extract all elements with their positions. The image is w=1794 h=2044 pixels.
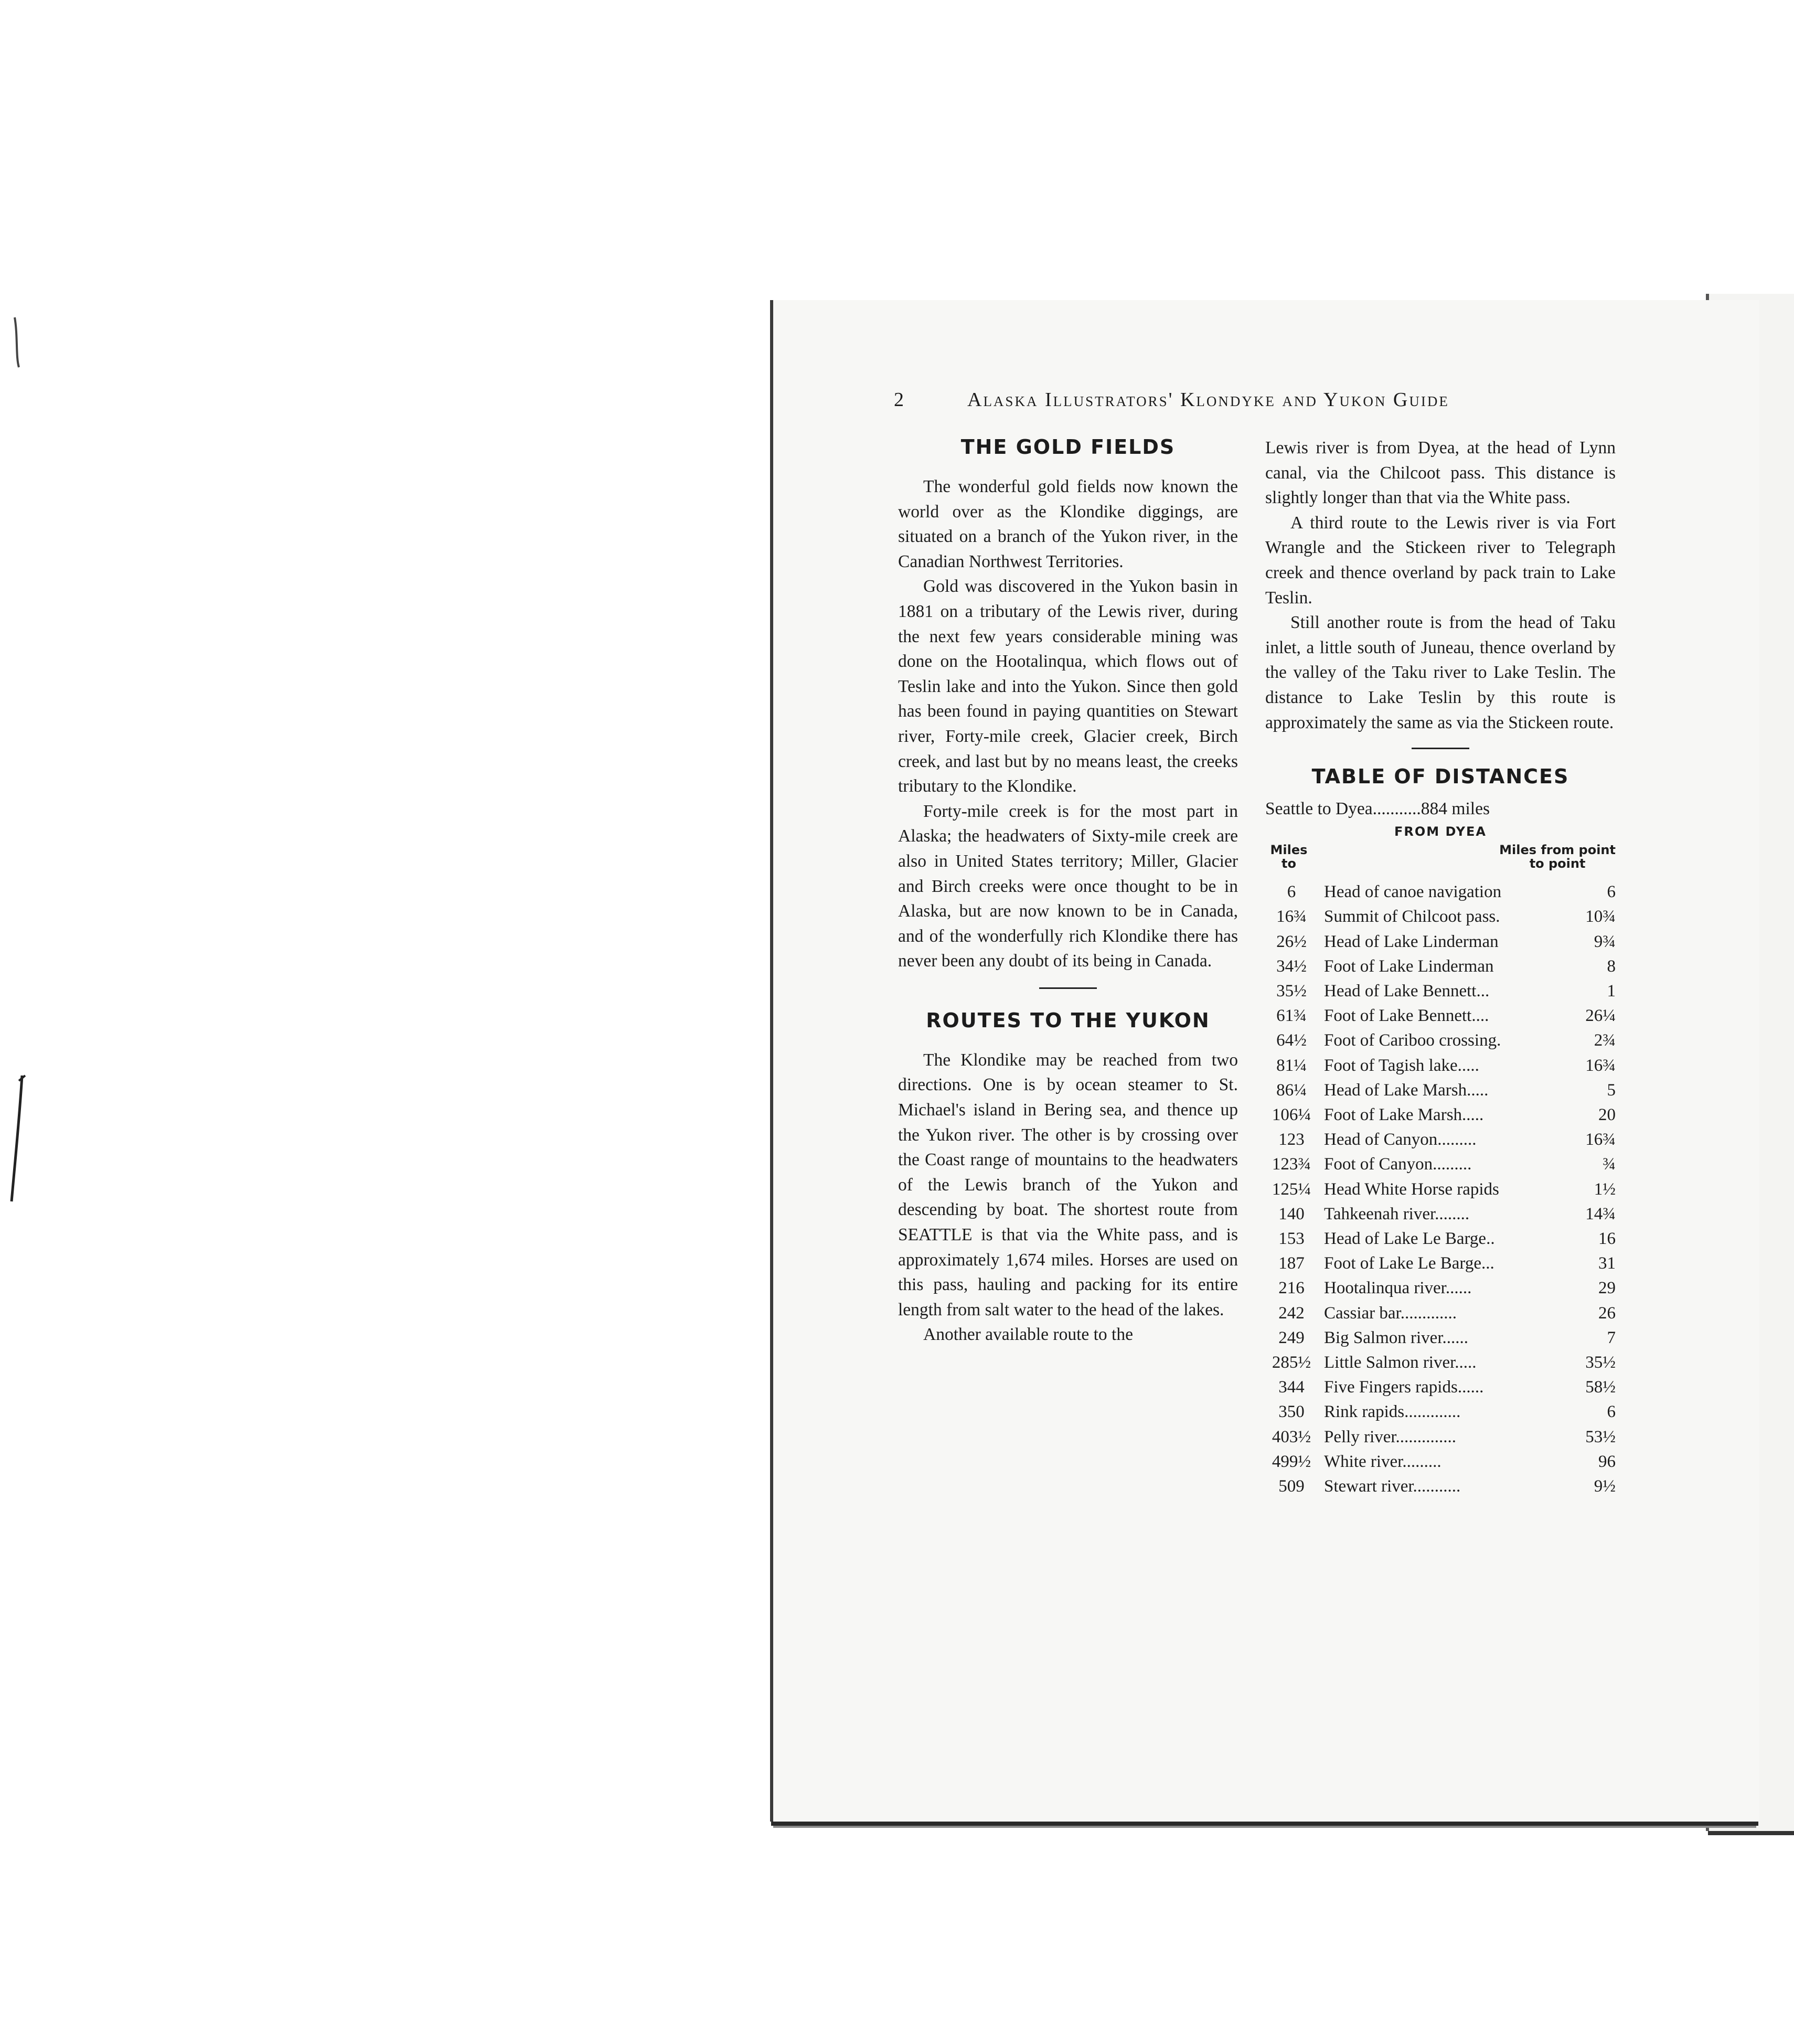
- table-row: [1265, 979, 1616, 1004]
- scan-edge-marks: [0, 0, 105, 2044]
- place-name: Foot of Lake Marsh.....: [1324, 1105, 1484, 1124]
- cumulative-miles: 26½: [1276, 932, 1307, 951]
- place-name: Pelly river..............: [1324, 1427, 1457, 1446]
- table-row: [1265, 1152, 1616, 1177]
- cumulative-miles: 140: [1278, 1204, 1305, 1223]
- table-row: [1265, 1202, 1616, 1227]
- cumulative-miles: 86¼: [1276, 1080, 1307, 1100]
- segment-miles: 7: [1607, 1328, 1616, 1347]
- segment-miles: 53½: [1585, 1427, 1616, 1446]
- miles-to-header: Miles to: [1270, 843, 1308, 871]
- place-name: Foot of Cariboo crossing.: [1324, 1031, 1501, 1050]
- segment-miles: 9½: [1594, 1477, 1616, 1496]
- distances-heading: TABLE OF DISTANCES: [1311, 765, 1569, 789]
- table-row: [1265, 1028, 1616, 1053]
- segment-miles: 16¾: [1585, 1130, 1616, 1149]
- page-number: 2: [894, 389, 905, 411]
- cumulative-miles: 35½: [1276, 981, 1307, 1000]
- segment-miles: 20: [1598, 1105, 1616, 1124]
- table-row: [1265, 1450, 1616, 1474]
- place-name: Summit of Chilcoot pass.: [1324, 907, 1500, 927]
- segment-miles: 26: [1598, 1303, 1616, 1323]
- from-dyea-subheading: FROM DYEA: [1394, 824, 1487, 839]
- segment-miles: 16¾: [1585, 1056, 1616, 1075]
- section-divider: [1412, 748, 1469, 749]
- gold-fields-paragraph: The wonderful gold fields now known the world over as the Klondike diggings, are situated on a branch of the Yukon river, in the Canadian Northwest Territories.: [898, 477, 1238, 571]
- cumulative-miles: 285½: [1272, 1353, 1311, 1372]
- distance-table: [1265, 880, 1616, 1499]
- cumulative-miles: 344: [1278, 1378, 1305, 1397]
- place-name: Head of Lake Linderman: [1324, 932, 1499, 951]
- cumulative-miles: 81¼: [1276, 1056, 1307, 1075]
- place-name: Rink rapids.............: [1324, 1402, 1461, 1422]
- gold-fields-paragraph: Gold was discovered in the Yukon basin in 1881 on a tributary of the Lewis river, during the next few years considerable mining was done on the Hootalinqua, which flows out of Teslin lake and into the Yukon. Since then gold has been found in paying quantities on Stewart river, Forty-mile creek, Glacier creek, Birch creek, and last but by no means least, the creeks tributary to the Klondike.: [898, 577, 1238, 796]
- segment-miles: 1½: [1594, 1179, 1616, 1199]
- segment-miles: 2¾: [1594, 1031, 1616, 1050]
- left-column: [898, 435, 1238, 1347]
- table-row: [1265, 1127, 1616, 1152]
- place-name: Foot of Lake Le Barge...: [1324, 1254, 1494, 1273]
- table-row: [1265, 1177, 1616, 1202]
- table-row: [1265, 1227, 1616, 1251]
- segment-miles: 5: [1607, 1080, 1616, 1100]
- cumulative-miles: 34½: [1276, 956, 1307, 976]
- segment-miles: 1: [1607, 981, 1616, 1000]
- table-row: [1265, 1425, 1616, 1450]
- table-row: [1265, 1251, 1616, 1276]
- segment-miles: 58½: [1585, 1378, 1616, 1397]
- place-name: Head White Horse rapids: [1324, 1179, 1499, 1199]
- place-name: Foot of Tagish lake.....: [1324, 1056, 1479, 1075]
- miles-point-header: Miles from point to point: [1499, 843, 1616, 871]
- running-title: Alaska Illustrators' Klondyke and Yukon Guide: [967, 389, 1449, 411]
- place-name: Head of Lake Bennett...: [1324, 981, 1490, 1000]
- cumulative-miles: 216: [1278, 1279, 1305, 1298]
- cumulative-miles: 187: [1278, 1254, 1305, 1273]
- place-name: Head of Canyon.........: [1324, 1130, 1477, 1149]
- segment-miles: 96: [1598, 1452, 1616, 1471]
- section-divider: [1039, 987, 1097, 989]
- cumulative-miles: 61¾: [1276, 1006, 1307, 1026]
- table-row: [1265, 1350, 1616, 1375]
- place-name: Head of Lake Le Barge..: [1324, 1229, 1495, 1248]
- cumulative-miles: 125¼: [1272, 1179, 1311, 1199]
- table-row: [1265, 1375, 1616, 1400]
- cumulative-miles: 16¾: [1276, 907, 1307, 927]
- book-page: [770, 300, 1759, 1822]
- running-head: [894, 388, 1794, 411]
- gold-fields-heading: THE GOLD FIELDS: [960, 435, 1176, 459]
- place-name: Hootalinqua river......: [1324, 1279, 1472, 1298]
- place-name: Stewart river...........: [1324, 1477, 1461, 1496]
- right-column: [1265, 435, 1616, 1499]
- gold-fields-paragraph: Forty-mile creek is for the most part in Alaska; the headwaters of Sixty-mile creek are also in United States territory; Miller, Glacier and Birch creeks were once thought to be in Alaska, but are now known to be in Canada, and of the wonderfully rich Klondike there has never been any doubt of its being in Canada.: [898, 801, 1238, 971]
- cumulative-miles: 6: [1287, 882, 1296, 902]
- table-row: [1265, 880, 1616, 904]
- routes-continued-paragraph: Lewis river is from Dyea, at the head of Lynn canal, via the Chilcoot pass. This distance is slightly longer than that via the White pass.: [1265, 438, 1616, 508]
- table-row: [1265, 904, 1616, 929]
- segment-miles: 16: [1598, 1229, 1616, 1248]
- routes-heading: ROUTES TO THE YUKON: [926, 1008, 1210, 1032]
- table-row: [1265, 954, 1616, 979]
- place-name: Head of canoe navigation: [1324, 882, 1502, 902]
- place-name: Tahkeenah river........: [1324, 1204, 1470, 1223]
- cumulative-miles: 106¼: [1272, 1105, 1311, 1124]
- segment-miles: 31: [1598, 1254, 1616, 1273]
- routes-continued-paragraph: Still another route is from the head of Taku inlet, a little south of Juneau, thence overland by the valley of the Taku river to Lake Teslin. The distance to Lake Teslin by this route is approximately the same as via the Stickeen route.: [1265, 613, 1616, 732]
- routes-paragraph: Another available route to the: [923, 1325, 1133, 1345]
- segment-miles: 35½: [1585, 1353, 1616, 1372]
- segment-miles: 6: [1607, 882, 1616, 902]
- segment-miles: 29: [1598, 1279, 1616, 1298]
- distance-column-headers: [1265, 843, 1616, 880]
- table-row: [1265, 1326, 1616, 1350]
- cumulative-miles: 509: [1278, 1477, 1305, 1496]
- routes-continued-paragraph: A third route to the Lewis river is via Fort Wrangle and the Stickeen river to Telegraph creek and thence overland by pack train to Lake Teslin.: [1265, 513, 1616, 608]
- cumulative-miles: 403½: [1272, 1427, 1311, 1446]
- place-name: Five Fingers rapids......: [1324, 1378, 1484, 1397]
- table-row: [1265, 1004, 1616, 1028]
- table-row: [1265, 1474, 1616, 1499]
- place-name: Foot of Lake Bennett....: [1324, 1006, 1489, 1026]
- table-row: [1265, 1078, 1616, 1103]
- place-name: Foot of Canyon.........: [1324, 1155, 1472, 1174]
- place-name: White river.........: [1324, 1452, 1441, 1471]
- cumulative-miles: 350: [1278, 1402, 1305, 1422]
- segment-miles: 10¾: [1585, 907, 1616, 927]
- seattle-to-dyea-line: Seattle to Dyea...........884 miles: [1265, 799, 1490, 819]
- place-name: Foot of Lake Linderman: [1324, 956, 1494, 976]
- place-name: Little Salmon river.....: [1324, 1353, 1477, 1372]
- table-row: [1265, 1276, 1616, 1301]
- segment-miles: ¾: [1603, 1155, 1616, 1174]
- segment-miles: 6: [1607, 1402, 1616, 1422]
- segment-miles: 14¾: [1585, 1204, 1616, 1223]
- cumulative-miles: 153: [1278, 1229, 1305, 1248]
- segment-miles: 9¾: [1594, 932, 1616, 951]
- segment-miles: 26¼: [1585, 1006, 1616, 1026]
- place-name: Head of Lake Marsh.....: [1324, 1080, 1489, 1100]
- table-row: [1265, 1400, 1616, 1424]
- cumulative-miles: 242: [1278, 1303, 1305, 1323]
- segment-miles: 8: [1607, 956, 1616, 976]
- cumulative-miles: 249: [1278, 1328, 1305, 1347]
- cumulative-miles: 123¾: [1272, 1155, 1311, 1174]
- cumulative-miles: 499½: [1272, 1452, 1311, 1471]
- cumulative-miles: 64½: [1276, 1031, 1307, 1050]
- cumulative-miles: 123: [1278, 1130, 1305, 1149]
- table-row: [1265, 1301, 1616, 1326]
- table-row: [1265, 1053, 1616, 1078]
- place-name: Big Salmon river......: [1324, 1328, 1468, 1347]
- table-row: [1265, 930, 1616, 954]
- place-name: Cassiar bar.............: [1324, 1303, 1457, 1323]
- routes-paragraph: The Klondike may be reached from two directions. One is by ocean steamer to St. Michael's island in Bering sea, and thence up the Yukon river. The other is by crossing over the Coast range of mountains to the headwaters of the Lewis branch of the Yukon and descending by boat. The shortest route from SEATTLE is that via the White pass, and is approximately 1,674 miles. Horses are used on this pass, hauling and packing for its entire length from salt water to the head of the lakes.: [898, 1050, 1238, 1319]
- table-row: [1265, 1103, 1616, 1127]
